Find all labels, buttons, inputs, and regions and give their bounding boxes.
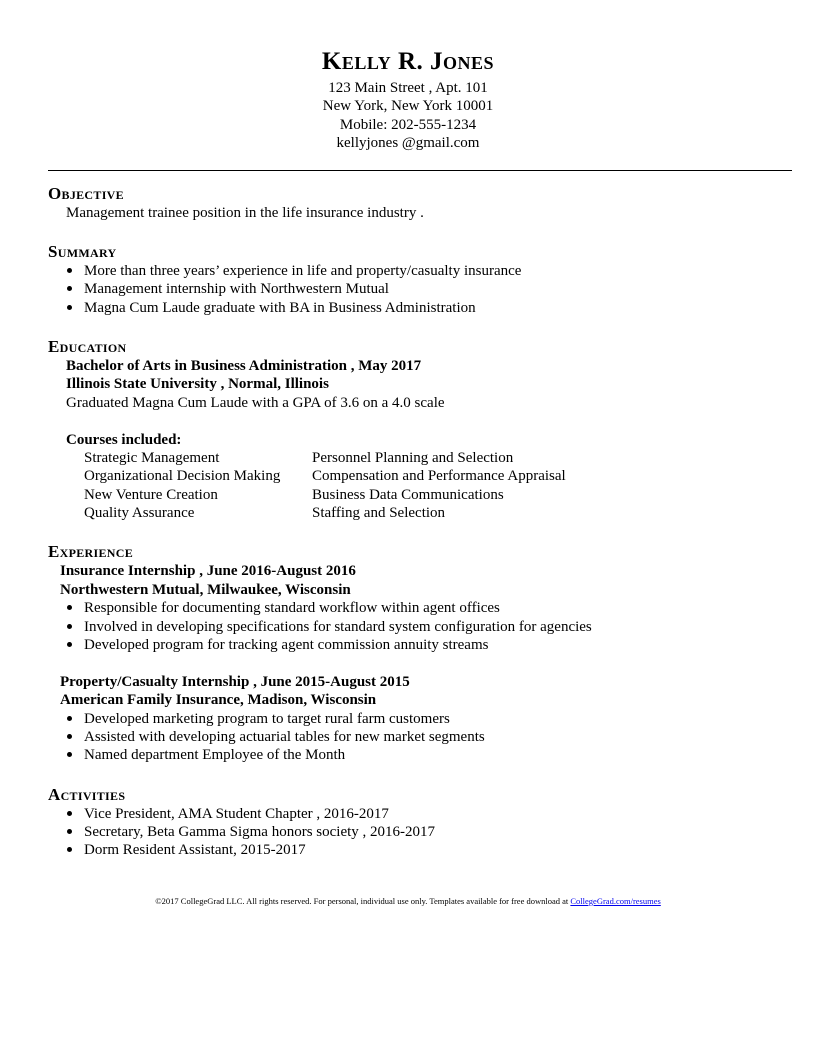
candidate-name: Kelly R. Jones	[321, 48, 495, 75]
job-employer: American Family Insurance, Madison, Wisconsin	[60, 692, 377, 708]
job-employer: Northwestern Mutual, Milwaukee, Wisconsin	[60, 582, 351, 598]
course-item: Quality Assurance	[84, 505, 195, 521]
phone-line: Mobile: 202-555-1234	[339, 117, 477, 133]
activity-item: Dorm Resident Assistant, 2015-2017	[84, 842, 306, 858]
bullet-icon	[67, 847, 72, 852]
copyright-text: ©2017 CollegeGrad LLC. All rights reserved. For personal, individual use only. Templates available for free download at	[155, 896, 571, 906]
job-duty: Developed program for tracking agent commission annuity streams	[84, 637, 489, 653]
experience-heading: Experience	[48, 542, 134, 561]
activity-item: Vice President, AMA Student Chapter , 2016-2017	[84, 806, 389, 822]
copyright-footer	[0, 896, 816, 906]
course-item: Strategic Management	[84, 450, 220, 466]
objective-heading: Objective	[48, 184, 124, 203]
bullet-icon	[67, 624, 72, 629]
courses-label: Courses included:	[66, 432, 182, 448]
job-duty: Assisted with developing actuarial tables for new market segments	[84, 729, 485, 745]
bullet-icon	[67, 642, 72, 647]
collegegrad-link[interactable]: CollegeGrad.com/resumes	[570, 896, 661, 906]
bullet-icon	[67, 829, 72, 834]
job-title: Property/Casualty Internship , June 2015-August 2015	[60, 674, 410, 690]
objective-text: Management trainee position in the life insurance industry .	[66, 205, 424, 221]
course-item: Organizational Decision Making	[84, 468, 281, 484]
bullet-icon	[67, 716, 72, 721]
summary-item: Magna Cum Laude graduate with BA in Business Administration	[84, 300, 476, 316]
school: Illinois State University , Normal, Illinois	[66, 376, 329, 392]
bullet-icon	[67, 605, 72, 610]
header-divider	[48, 170, 792, 171]
job-duty: Responsible for documenting standard workflow within agent offices	[84, 600, 500, 616]
address-line-2: New York, New York 10001	[322, 98, 494, 114]
bullet-icon	[67, 268, 72, 273]
activities-heading: Activities	[48, 785, 126, 804]
course-item: Staffing and Selection	[312, 505, 446, 521]
job-duty: Involved in developing specifications for standard system configuration for agencies	[84, 619, 592, 635]
email-line: kellyjones @gmail.com	[336, 135, 480, 151]
job-duty: Named department Employee of the Month	[84, 747, 346, 763]
course-item: Personnel Planning and Selection	[312, 450, 514, 466]
summary-item: More than three years’ experience in life and property/casualty insurance	[84, 263, 522, 279]
job-duty: Developed marketing program to target rural farm customers	[84, 711, 450, 727]
address-line-1: 123 Main Street , Apt. 101	[328, 80, 488, 96]
course-item: Compensation and Performance Appraisal	[312, 468, 566, 484]
activity-item: Secretary, Beta Gamma Sigma honors society , 2016-2017	[84, 824, 436, 840]
bullet-icon	[67, 734, 72, 739]
education-heading: Education	[48, 337, 127, 356]
summary-item: Management internship with Northwestern Mutual	[84, 281, 389, 297]
bullet-icon	[67, 305, 72, 310]
bullet-icon	[67, 286, 72, 291]
bullet-icon	[67, 811, 72, 816]
gpa-line: Graduated Magna Cum Laude with a GPA of 3.6 on a 4.0 scale	[66, 395, 445, 411]
job-title: Insurance Internship , June 2016-August 2016	[60, 563, 356, 579]
course-item: New Venture Creation	[84, 487, 218, 503]
course-item: Business Data Communications	[312, 487, 504, 503]
bullet-icon	[67, 752, 72, 757]
degree: Bachelor of Arts in Business Administration , May 2017	[66, 358, 422, 374]
summary-heading: Summary	[48, 242, 117, 261]
